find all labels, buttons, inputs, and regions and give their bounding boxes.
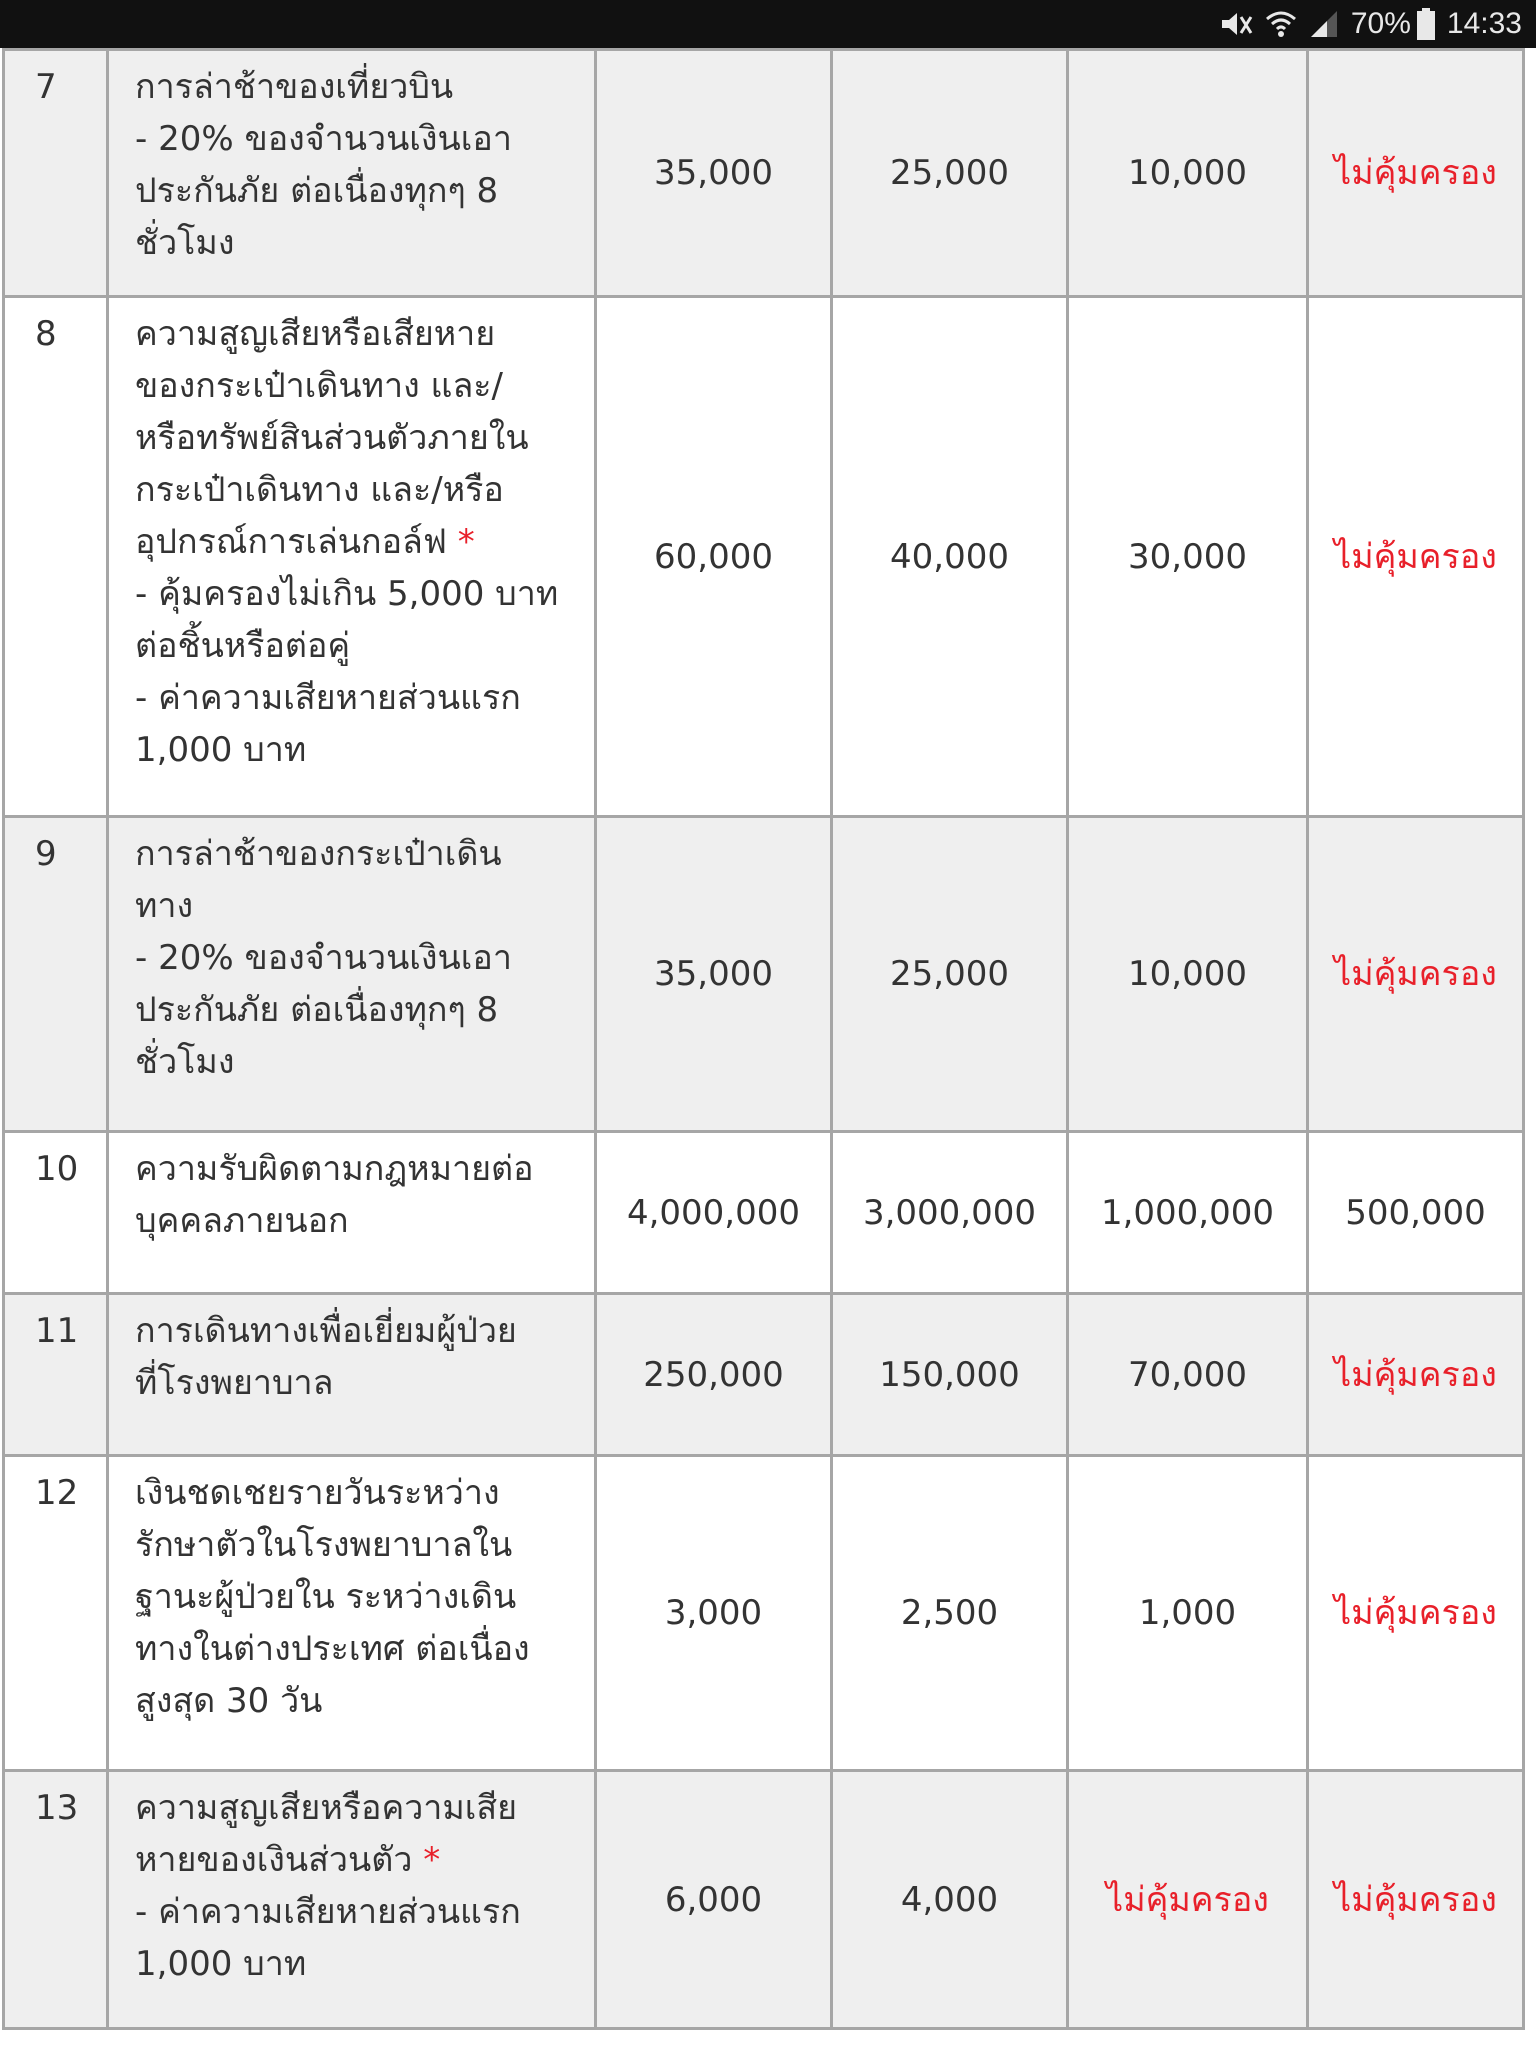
description-text: - 20% ของจำนวนเงินเอา xyxy=(135,938,512,978)
mute-icon xyxy=(1219,9,1253,39)
plan-1-value: 35,000 xyxy=(596,50,832,297)
description-text: ความสูญเสียหรือความเสีย xyxy=(135,1788,518,1828)
coverage-description xyxy=(108,1132,596,1294)
row-number: 9 xyxy=(4,817,108,1132)
row-number: 11 xyxy=(4,1294,108,1456)
table-row xyxy=(4,1456,1524,1771)
row-number: 10 xyxy=(4,1132,108,1294)
table-row xyxy=(4,817,1524,1132)
description-line xyxy=(135,165,564,217)
asterisk-marker: * xyxy=(457,522,475,562)
plan-3-value: 1,000,000 xyxy=(1068,1132,1308,1294)
description-line xyxy=(135,1571,564,1623)
description-text: ทางในต่างประเทศ ต่อเนื่อง xyxy=(135,1629,530,1669)
plan-4-value: ไม่คุ้มครอง xyxy=(1308,297,1524,817)
description-text: บุคคลภายนอก xyxy=(135,1201,349,1241)
plan-2-value: 25,000 xyxy=(832,817,1068,1132)
description-text: ประกันภัย ต่อเนื่องทุกๆ 8 xyxy=(135,171,499,211)
row-number: 12 xyxy=(4,1456,108,1771)
description-line xyxy=(135,880,564,932)
description-line xyxy=(135,1467,564,1519)
coverage-table xyxy=(2,48,1525,2030)
description-line xyxy=(135,1305,564,1357)
description-line xyxy=(135,1675,564,1727)
plan-3-value: ไม่คุ้มครอง xyxy=(1068,1771,1308,2029)
plan-3-value: 10,000 xyxy=(1068,50,1308,297)
description-line xyxy=(135,1938,564,1990)
description-text: ต่อชิ้นหรือต่อคู่ xyxy=(135,626,351,666)
plan-2-value: 150,000 xyxy=(832,1294,1068,1456)
coverage-description xyxy=(108,817,596,1132)
description-text: การล่าช้าของเที่ยวบิน xyxy=(135,67,454,107)
plan-1-value: 4,000,000 xyxy=(596,1132,832,1294)
plan-4-value: ไม่คุ้มครอง xyxy=(1308,817,1524,1132)
description-line xyxy=(135,1036,564,1088)
description-line xyxy=(135,1834,564,1886)
table-body xyxy=(4,50,1524,2029)
plan-4-value: ไม่คุ้มครอง xyxy=(1308,50,1524,297)
description-text: - คุ้มครองไม่เกิน 5,000 บาท xyxy=(135,574,559,614)
description-text: ของกระเป๋าเดินทาง และ/ xyxy=(135,366,503,406)
description-text: ชั่วโมง xyxy=(135,223,235,263)
description-text: การเดินทางเพื่อเยี่ยมผู้ป่วย xyxy=(135,1311,517,1351)
description-line xyxy=(135,464,564,516)
plan-3-value: 30,000 xyxy=(1068,297,1308,817)
clock: 14:33 xyxy=(1446,7,1522,40)
table-row xyxy=(4,50,1524,297)
wifi-icon xyxy=(1265,9,1297,39)
description-text: หรือทรัพย์สินส่วนตัวภายใน xyxy=(135,418,529,458)
plan-4-value: ไม่คุ้มครอง xyxy=(1308,1771,1524,2029)
table-row xyxy=(4,1132,1524,1294)
plan-1-value: 3,000 xyxy=(596,1456,832,1771)
coverage-description xyxy=(108,1456,596,1771)
plan-4-value: ไม่คุ้มครอง xyxy=(1308,1456,1524,1771)
plan-4-value: ไม่คุ้มครอง xyxy=(1308,1294,1524,1456)
description-line xyxy=(135,724,564,776)
plan-3-value: 10,000 xyxy=(1068,817,1308,1132)
status-bar xyxy=(0,0,1536,48)
battery-icon xyxy=(1417,8,1435,40)
description-line xyxy=(135,932,564,984)
description-text: - ค่าความเสียหายส่วนแรก xyxy=(135,1892,521,1932)
description-line xyxy=(135,1623,564,1675)
row-number: 8 xyxy=(4,297,108,817)
description-line xyxy=(135,412,564,464)
signal-icon xyxy=(1309,9,1339,39)
description-text: กระเป๋าเดินทาง และ/หรือ xyxy=(135,470,504,510)
description-line xyxy=(135,113,564,165)
description-line xyxy=(135,360,564,412)
description-line xyxy=(135,1782,564,1834)
description-text: สูงสุด 30 วัน xyxy=(135,1681,323,1721)
description-line xyxy=(135,1143,564,1195)
description-text: 1,000 บาท xyxy=(135,1944,307,1984)
description-text: ที่โรงพยาบาล xyxy=(135,1363,334,1403)
description-text: รักษาตัวในโรงพยาบาลใน xyxy=(135,1525,513,1565)
description-text: 1,000 บาท xyxy=(135,730,307,770)
description-text: เงินชดเชยรายวันระหว่าง xyxy=(135,1473,500,1513)
description-text: ประกันภัย ต่อเนื่องทุกๆ 8 xyxy=(135,990,499,1030)
plan-1-value: 250,000 xyxy=(596,1294,832,1456)
description-line xyxy=(135,1195,564,1247)
plan-1-value: 35,000 xyxy=(596,817,832,1132)
description-text: การล่าช้าของกระเป๋าเดิน xyxy=(135,834,502,874)
plan-2-value: 4,000 xyxy=(832,1771,1068,2029)
plan-2-value: 25,000 xyxy=(832,50,1068,297)
description-text: ความรับผิดตามกฎหมายต่อ xyxy=(135,1149,534,1189)
plan-4-value: 500,000 xyxy=(1308,1132,1524,1294)
description-text: หายของเงินส่วนตัว xyxy=(135,1840,413,1880)
description-line xyxy=(135,1519,564,1571)
row-number: 7 xyxy=(4,50,108,297)
description-line xyxy=(135,984,564,1036)
plan-3-value: 1,000 xyxy=(1068,1456,1308,1771)
plan-1-value: 60,000 xyxy=(596,297,832,817)
plan-2-value: 2,500 xyxy=(832,1456,1068,1771)
description-text: - ค่าความเสียหายส่วนแรก xyxy=(135,678,521,718)
description-text: อุปกรณ์การเล่นกอล์ฟ xyxy=(135,522,447,562)
description-line xyxy=(135,308,564,360)
description-line xyxy=(135,620,564,672)
row-number: 13 xyxy=(4,1771,108,2029)
plan-2-value: 40,000 xyxy=(832,297,1068,817)
description-line xyxy=(135,672,564,724)
plan-2-value: 3,000,000 xyxy=(832,1132,1068,1294)
description-line xyxy=(135,516,564,568)
table-row xyxy=(4,1294,1524,1456)
description-line xyxy=(135,61,564,113)
coverage-description xyxy=(108,50,596,297)
plan-3-value: 70,000 xyxy=(1068,1294,1308,1456)
description-line xyxy=(135,217,564,269)
description-text: - 20% ของจำนวนเงินเอา xyxy=(135,119,512,159)
description-text: ชั่วโมง xyxy=(135,1042,235,1082)
description-text: ความสูญเสียหรือเสียหาย xyxy=(135,314,496,354)
table-row xyxy=(4,1771,1524,2029)
description-line xyxy=(135,828,564,880)
description-line xyxy=(135,1886,564,1938)
table-row xyxy=(4,297,1524,817)
coverage-description xyxy=(108,1771,596,2029)
description-line xyxy=(135,1357,564,1409)
description-line xyxy=(135,568,564,620)
coverage-description xyxy=(108,297,596,817)
asterisk-marker: * xyxy=(423,1840,441,1880)
description-text: ทาง xyxy=(135,886,194,926)
plan-1-value: 6,000 xyxy=(596,1771,832,2029)
coverage-description xyxy=(108,1294,596,1456)
description-text: ฐานะผู้ป่วยใน ระหว่างเดิน xyxy=(135,1577,517,1617)
battery-percent: 70% xyxy=(1350,7,1411,40)
